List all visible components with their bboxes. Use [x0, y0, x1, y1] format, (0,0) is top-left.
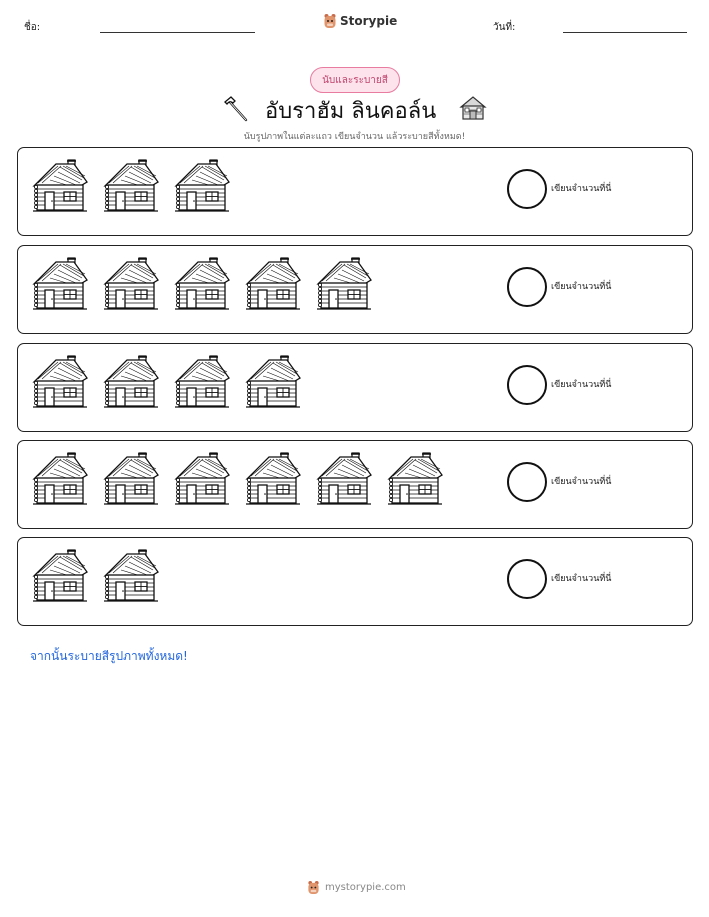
instructions: นับรูปภาพในแต่ละแถว เขียนจำนวน แล้วระบายสีทั้งหมด! [243, 132, 466, 142]
picture-group [30, 451, 445, 511]
answer-circle[interactable] [507, 559, 547, 599]
log-cabin-icon[interactable] [30, 451, 90, 507]
counting-row [17, 343, 693, 432]
answer-circle[interactable] [507, 365, 547, 405]
log-cabin-icon[interactable] [172, 158, 232, 214]
log-cabin-icon [459, 95, 487, 121]
axe-icon [222, 95, 250, 123]
storypie-logo [307, 880, 320, 895]
log-cabin-icon[interactable] [243, 256, 303, 312]
counting-row [17, 245, 693, 334]
picture-group [30, 158, 232, 218]
category-pill: นับและระบายสี [310, 67, 400, 93]
log-cabin-icon[interactable] [101, 158, 161, 214]
log-cabin-icon[interactable] [101, 354, 161, 410]
storypie-logo [323, 13, 337, 29]
site-url: mystorypie.com [325, 882, 406, 893]
date-write-line[interactable] [563, 32, 687, 33]
answer-circle[interactable] [507, 462, 547, 502]
answer-label: เขียนจำนวนที่นี่ [551, 184, 612, 194]
name-label: ชื่อ: [24, 22, 41, 33]
log-cabin-icon[interactable] [30, 354, 90, 410]
log-cabin-icon[interactable] [101, 451, 161, 507]
answer-label: เขียนจำนวนที่นี่ [551, 477, 612, 487]
log-cabin-icon[interactable] [101, 548, 161, 604]
answer-label: เขียนจำนวนที่นี่ [551, 282, 612, 292]
date-label: วันที่: [493, 22, 516, 33]
footer-instruction: จากนั้นระบายสีรูปภาพทั้งหมด! [30, 649, 188, 663]
log-cabin-icon[interactable] [243, 354, 303, 410]
brand-name: Storypie [340, 14, 398, 28]
log-cabin-icon[interactable] [172, 354, 232, 410]
log-cabin-icon[interactable] [172, 256, 232, 312]
answer-circle[interactable] [507, 169, 547, 209]
log-cabin-icon[interactable] [30, 256, 90, 312]
answer-label: เขียนจำนวนที่นี่ [551, 574, 612, 584]
page-title: อับราฮัม ลินคอล์น [265, 99, 437, 124]
log-cabin-icon[interactable] [314, 256, 374, 312]
counting-row [17, 440, 693, 529]
name-write-line[interactable] [100, 32, 255, 33]
log-cabin-icon[interactable] [243, 451, 303, 507]
log-cabin-icon[interactable] [172, 451, 232, 507]
picture-group [30, 354, 303, 414]
storypie-brand [323, 13, 397, 29]
log-cabin-icon[interactable] [385, 451, 445, 507]
title-row [0, 93, 709, 125]
counting-row [17, 147, 693, 236]
answer-circle[interactable] [507, 267, 547, 307]
log-cabin-icon[interactable] [314, 451, 374, 507]
picture-group [30, 256, 374, 316]
answer-label: เขียนจำนวนที่นี่ [551, 380, 612, 390]
worksheet-header [0, 0, 709, 50]
log-cabin-icon[interactable] [30, 548, 90, 604]
log-cabin-icon[interactable] [101, 256, 161, 312]
site-footer [307, 880, 406, 895]
counting-row [17, 537, 693, 626]
picture-group [30, 548, 161, 608]
log-cabin-icon[interactable] [30, 158, 90, 214]
